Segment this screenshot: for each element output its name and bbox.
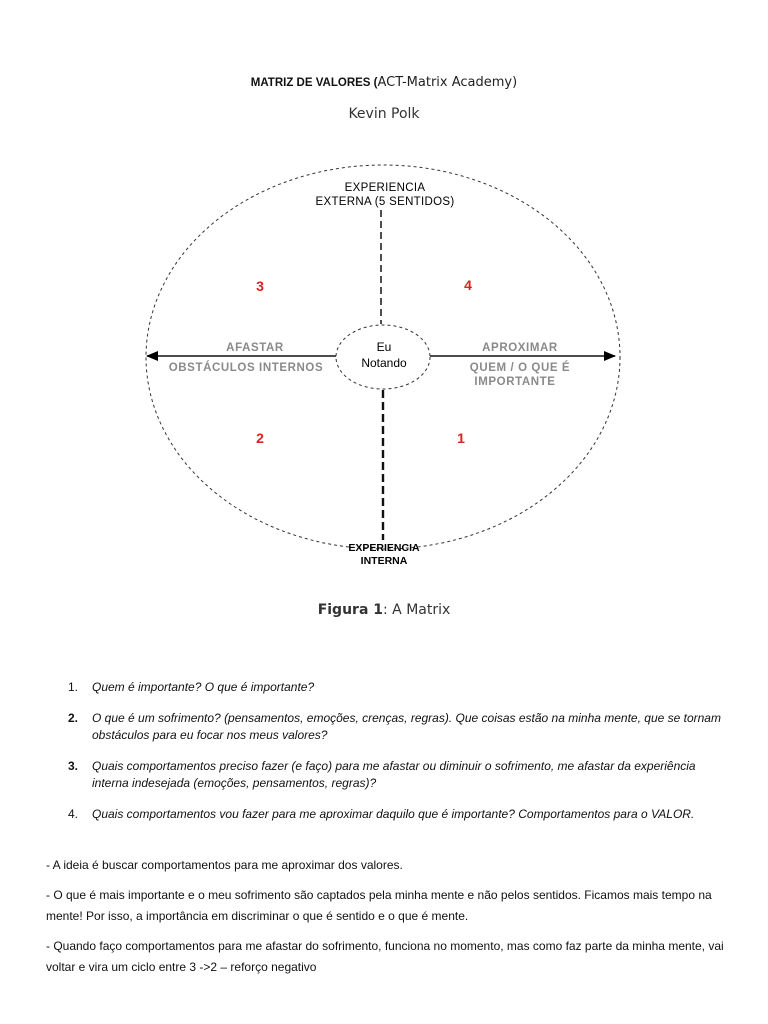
list-number: 4.	[68, 807, 79, 821]
quadrant-3-number: 3	[256, 278, 264, 294]
right-label-line2: QUEM / O QUE É	[469, 362, 571, 374]
center-label-line1: Eu	[376, 340, 392, 354]
list-text: Quem é importante? O que é importante?	[92, 680, 315, 694]
question-list	[68, 679, 728, 837]
list-number: 1.	[68, 680, 79, 694]
quadrant-1-number: 1	[457, 430, 465, 446]
act-matrix-diagram	[0, 160, 768, 580]
list-text: O que é um sofrimento? (pensamentos, emoções, crenças, regras). Que coisas estão na minha mente, que se tornam obstáculos para eu focar nos meus valores?	[92, 711, 721, 742]
list-item	[68, 758, 728, 792]
right-label-line3: IMPORTANTE	[474, 376, 556, 388]
note-paragraph: - Quando faço comportamentos para me afastar do sofrimento, funciona no momento, mas como faz parte da minha mente, vai voltar e vira um ciclo entre 3 ->2 – reforço negativo	[46, 939, 724, 974]
list-text: Quais comportamentos preciso fazer (e faço) para me afastar ou diminuir o sofrimento, me afastar da experiência interna indesejada (emoções, pensamentos, regras)?	[92, 759, 696, 790]
title-bold: MATRIZ DE VALORES (	[250, 77, 378, 89]
right-label-line1: APROXIMAR	[482, 342, 558, 354]
top-label-line2: EXTERNA (5 SENTIDOS)	[315, 196, 455, 208]
document-title	[0, 74, 768, 90]
top-label-line1: EXPERIENCIA	[344, 182, 426, 194]
caption-bold: Figura 1	[317, 602, 384, 618]
note-paragraph: - O que é mais importante e o meu sofrimento são captados pela minha mente e não pelos sentidos. Ficamos mais tempo na mente! Por isso, a importância em discriminar o que é sentido e o que é mente.	[46, 888, 712, 923]
list-number: 3.	[68, 759, 79, 773]
bottom-label-line1: EXPERIENCIA	[348, 542, 420, 554]
center-label-line2: Notando	[361, 356, 407, 370]
note-paragraph: - A ideia é buscar comportamentos para me aproximar dos valores.	[46, 858, 403, 872]
figure-caption	[0, 602, 768, 618]
quadrant-2-number: 2	[256, 430, 264, 446]
author: Kevin Polk	[348, 106, 420, 122]
left-label-line1: AFASTAR	[226, 342, 284, 354]
list-item	[68, 679, 728, 696]
notes-section	[46, 855, 736, 987]
list-item	[68, 710, 728, 744]
bottom-label-line2: INTERNA	[360, 555, 408, 567]
list-text: Quais comportamentos vou fazer para me aproximar daquilo que é importante? Comportamentos para o VALOR.	[92, 807, 695, 821]
list-number: 2.	[68, 711, 79, 725]
quadrant-4-number: 4	[464, 277, 472, 293]
title-rest: ACT-Matrix Academy)	[377, 75, 518, 90]
left-label-line2: OBSTÁCULOS INTERNOS	[168, 362, 324, 374]
caption-rest: : A Matrix	[383, 602, 451, 618]
list-item	[68, 806, 728, 823]
